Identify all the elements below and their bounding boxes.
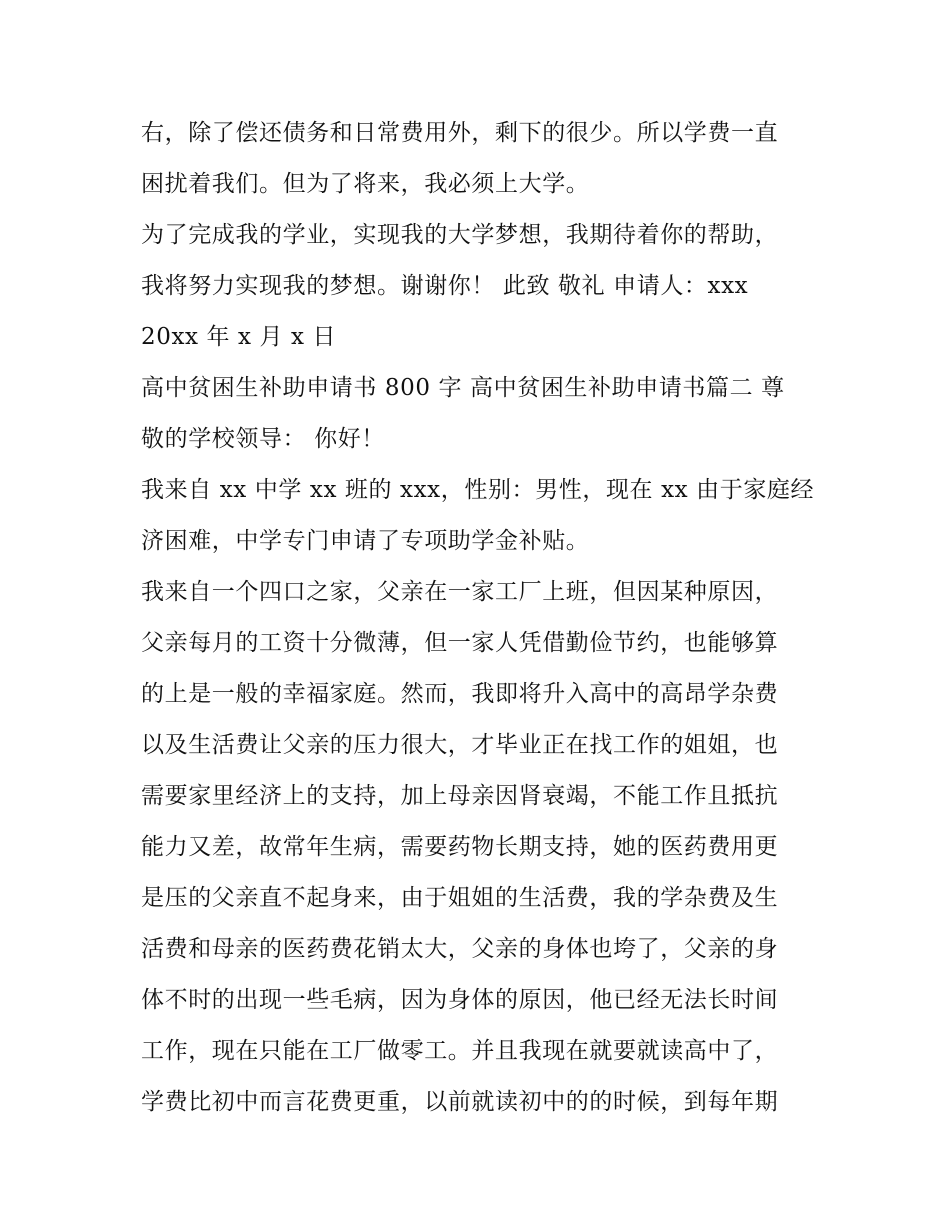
document-body [141, 108, 821, 1128]
text-line: 20xx 年 x 月 x 日 [141, 324, 337, 350]
text-line: 父亲每月的工资十分微薄，但一家人凭借勤俭节约，也能够算 [141, 630, 779, 656]
text-line: 为了完成我的学业，实现我的大学梦想，我期待着你的帮助， [141, 222, 779, 248]
text-line: 工作，现在只能在工厂做零工。并且我现在就要就读高中了， [141, 1038, 779, 1064]
text-line: 以及生活费让父亲的压力很大，才毕业正在找工作的姐姐，也 [141, 732, 779, 758]
text-line: 是压的父亲直不起身来，由于姐姐的生活费，我的学杂费及生 [141, 885, 779, 911]
text-line: 学费比初中而言花费更重，以前就读初中的的时候，到每年期 [141, 1089, 779, 1115]
text-line: 困扰着我们。但为了将来，我必须上大学。 [141, 171, 590, 197]
text-line: 的上是一般的幸福家庭。然而，我即将升入高中的高昂学杂费 [141, 681, 779, 707]
text-line: 高中贫困生补助申请书 800 字 高中贫困生补助申请书篇二 尊 [141, 375, 785, 401]
text-line: 能力又差，故常年生病，需要药物长期支持，她的医药费用更 [141, 834, 779, 860]
text-line: 我来自一个四口之家，父亲在一家工厂上班，但因某种原因， [141, 579, 779, 605]
text-line: 需要家里经济上的支持，加上母亲因肾衰竭，不能工作且抵抗 [141, 783, 779, 809]
text-line: 敬的学校领导： 你好！ [141, 426, 385, 452]
text-line: 我将努力实现我的梦想。谢谢你！ 此致 敬礼 申请人：xxx [141, 273, 749, 299]
text-line: 我来自 xx 中学 xx 班的 xxx，性别：男性，现在 xx 由于家庭经 [141, 477, 815, 503]
text-line: 体不时的出现一些毛病，因为身体的原因，他已经无法长时间 [141, 987, 779, 1013]
text-line: 活费和母亲的医药费花销太大，父亲的身体也垮了，父亲的身 [141, 936, 779, 962]
text-line: 济困难，中学专门申请了专项助学金补贴。 [141, 528, 590, 554]
text-line: 右，除了偿还债务和日常费用外，剩下的很少。所以学费一直 [141, 120, 779, 146]
